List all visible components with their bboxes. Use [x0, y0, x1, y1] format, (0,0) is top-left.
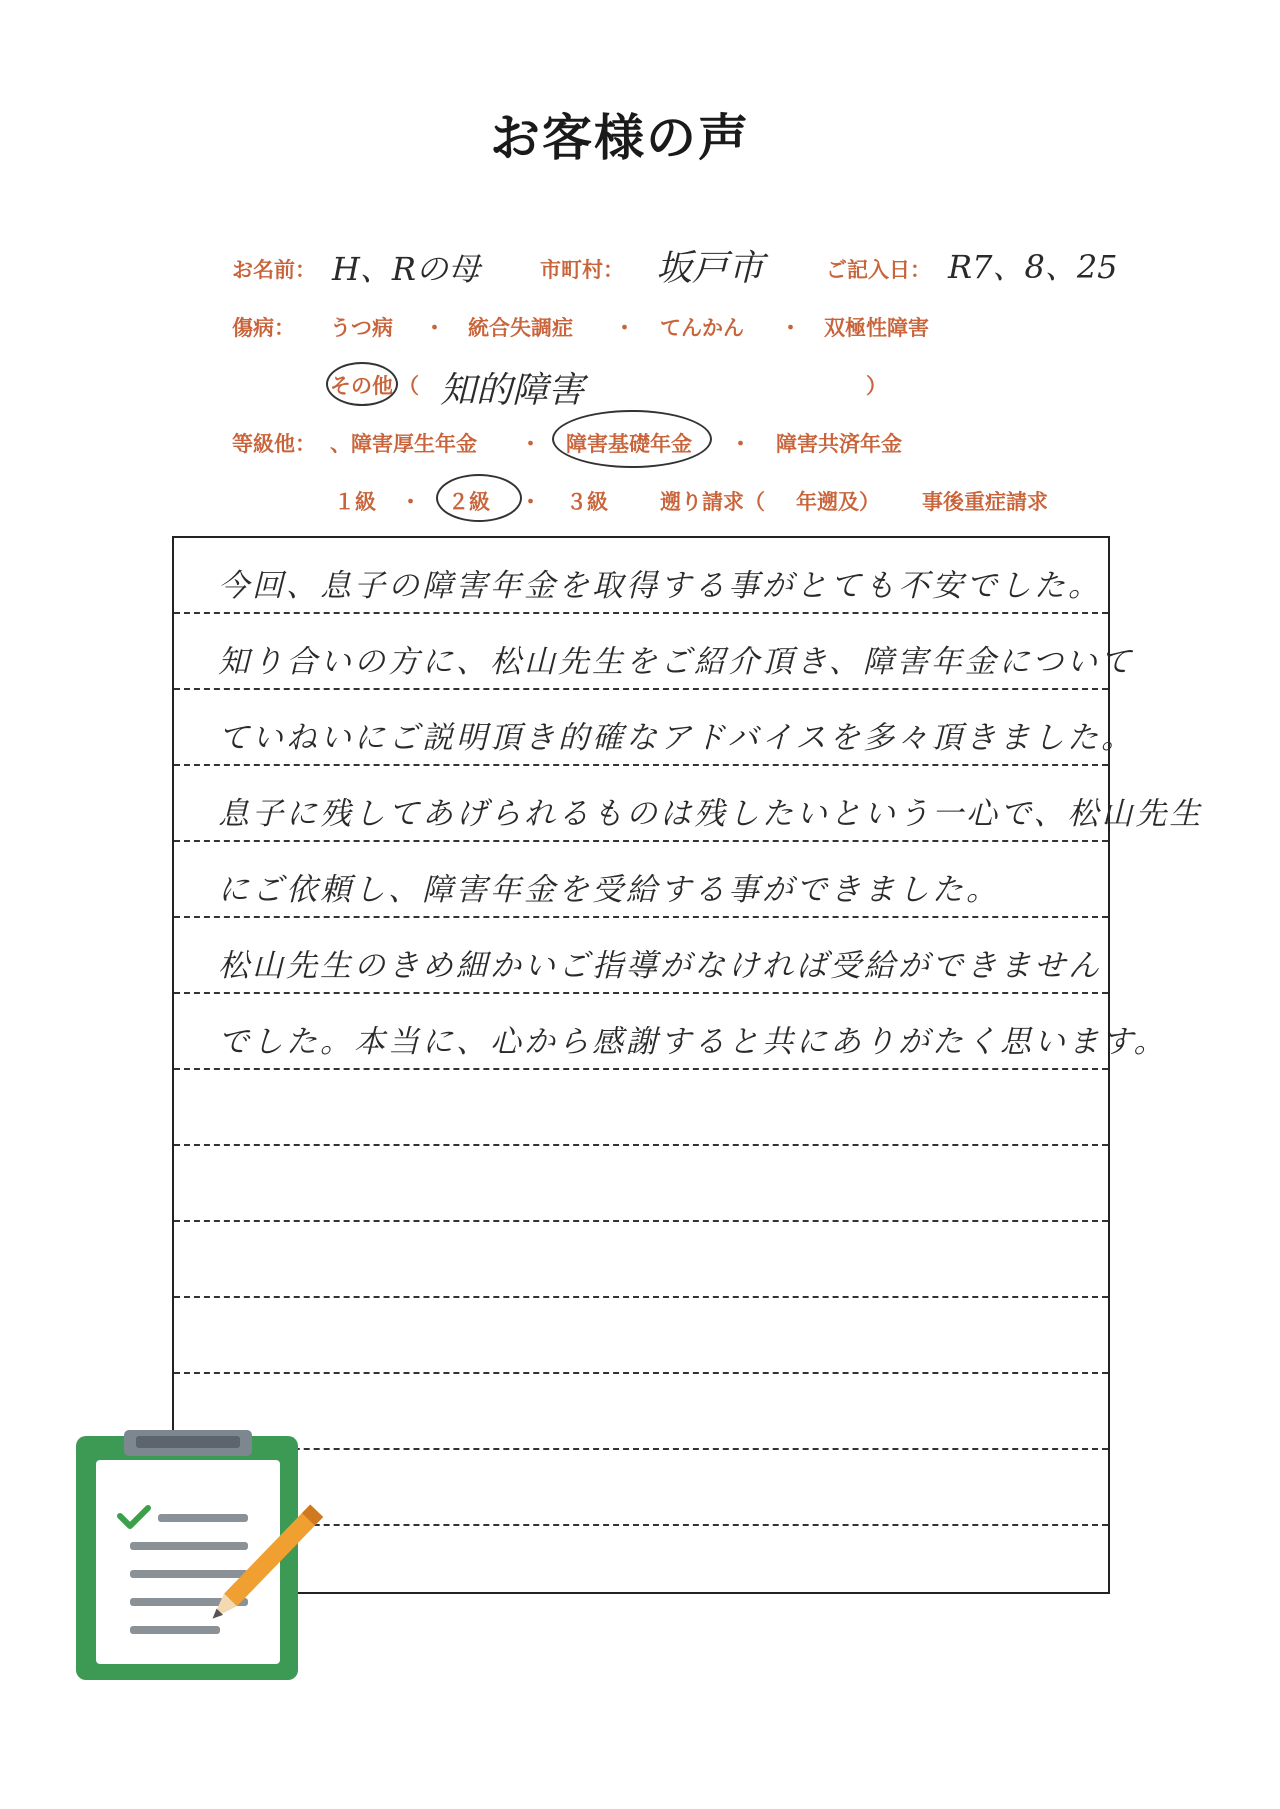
- separator-dot: ・: [520, 490, 541, 514]
- disease-schizophrenia: 統合失調症: [468, 316, 573, 340]
- clipboard-checklist-icon: [70, 1430, 340, 1700]
- other-label: その他: [330, 374, 393, 398]
- name-value: H、Rの母: [332, 250, 481, 288]
- disease-epilepsy: てんかん: [660, 316, 744, 340]
- dashed-rule: [174, 764, 1108, 766]
- separator-dot: ・: [520, 432, 541, 456]
- comment-line: ていねいにご説明頂き的確なアドバイスを多々頂きました。: [218, 720, 1136, 756]
- disease-bipolar: 双極性障害: [824, 316, 929, 340]
- grade-3: ３級: [566, 490, 608, 514]
- disease-label: 傷病：: [232, 316, 295, 340]
- dashed-rule: [174, 1372, 1108, 1374]
- separator-dot: ・: [424, 316, 445, 340]
- separator-dot: ・: [730, 432, 751, 456]
- other-close-paren: ）: [866, 374, 887, 398]
- retro-claim-label: 遡り請求（: [660, 490, 765, 514]
- name-label: お名前：: [232, 258, 316, 282]
- disease-depression: うつ病: [330, 316, 393, 340]
- grade-label: 等級他：: [232, 432, 316, 456]
- comment-line: 松山先生のきめ細かいご指導がなければ受給ができません: [218, 948, 1102, 984]
- city-label: 市町村：: [540, 258, 624, 282]
- page-title: お客様の声: [490, 109, 750, 167]
- comment-line: 今回、息子の障害年金を取得する事がとても不安でした。: [218, 568, 1102, 604]
- separator-dot: ・: [400, 490, 421, 514]
- other-value: 知的障害: [440, 370, 585, 411]
- dashed-rule: [174, 1144, 1108, 1146]
- separator-dot: ・: [614, 316, 635, 340]
- separator-dot: ・: [780, 316, 801, 340]
- dashed-rule: [174, 1296, 1108, 1298]
- retro-years-label: 年遡及）: [796, 490, 880, 514]
- other-open-paren: （: [398, 374, 419, 398]
- date-label: ご記入日：: [826, 258, 931, 282]
- comment-line: 息子に残してあげられるものは残したいという一心で、松山先生: [218, 796, 1204, 832]
- dashed-rule: [174, 1220, 1108, 1222]
- dashed-rule: [174, 916, 1108, 918]
- dashed-rule: [174, 992, 1108, 994]
- pension-mutual: 障害共済年金: [776, 432, 902, 456]
- comment-line: 知り合いの方に、松山先生をご紹介頂き、障害年金について: [218, 644, 1135, 680]
- dashed-rule: [174, 1068, 1108, 1070]
- pension-employee: 、障害厚生年金: [330, 432, 477, 456]
- grade-1: １級: [334, 490, 376, 514]
- dashed-rule: [174, 840, 1108, 842]
- dashed-rule: [174, 612, 1108, 614]
- comment-line: にご依頼し、障害年金を受給する事ができました。: [218, 872, 1000, 908]
- pension-basic: 障害基礎年金: [566, 432, 692, 456]
- comment-line: でした。本当に、心から感謝すると共にありがたく思います。: [218, 1024, 1168, 1060]
- dashed-rule: [174, 688, 1108, 690]
- city-value: 坂戸市: [656, 248, 765, 289]
- date-value: R7、8、25: [948, 248, 1118, 286]
- grade-2: ２級: [448, 490, 490, 514]
- after-claim-label: 事後重症請求: [922, 490, 1048, 514]
